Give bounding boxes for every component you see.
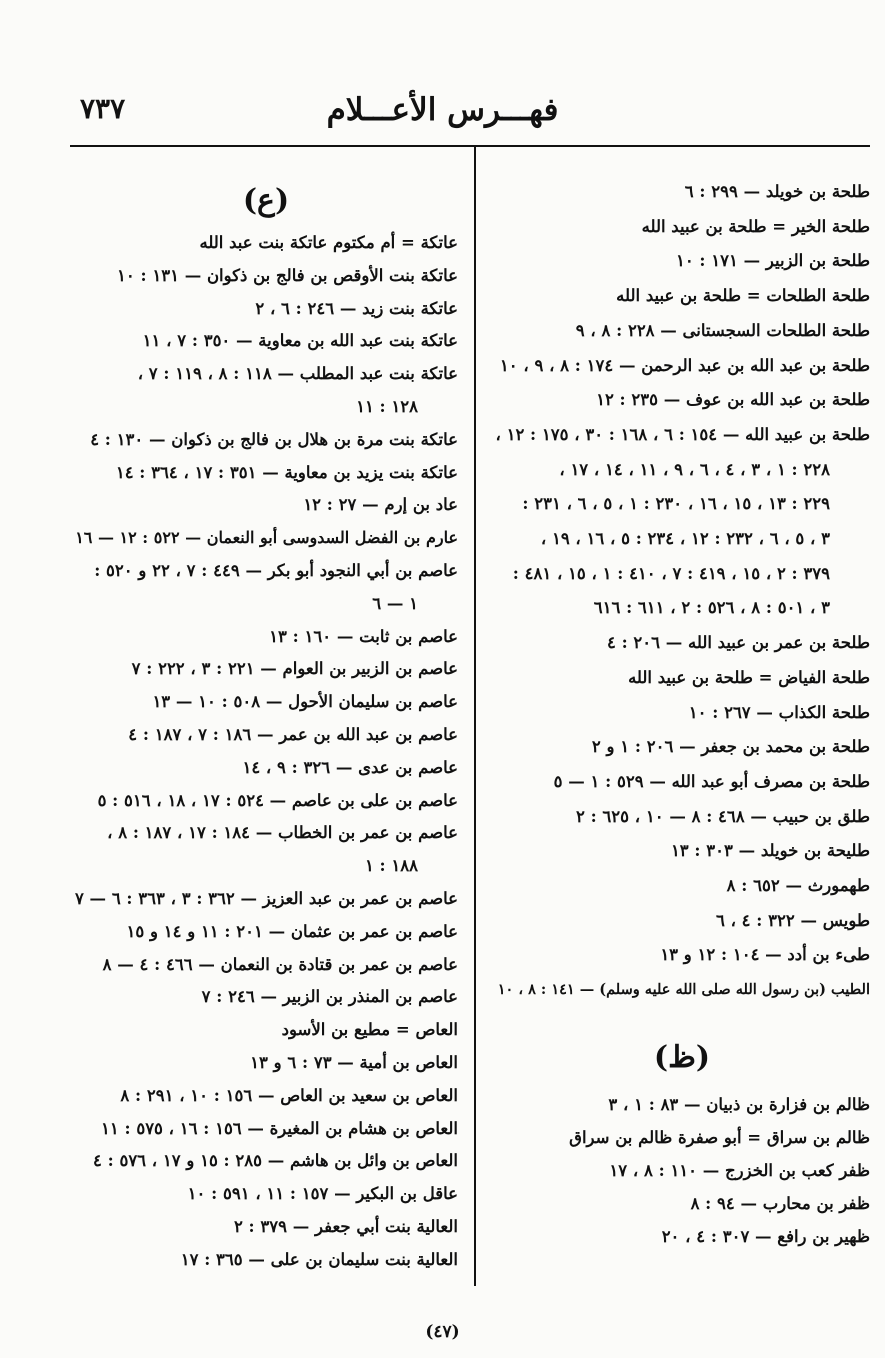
index-entry-continuation: ٣٧٩ : ٢ ، ١٥ ، ٤١٩ : ٧ ، ٤١٠ : ١ ، ١٥ ، ٤٨١ :: [512, 563, 830, 583]
index-entry: عاتكة بنت الأوقص بن فالج بن ذكوان — ١٣١ : ١٠: [117, 265, 458, 285]
index-entry: طلحة الخير = طلحة بن عبيد الله: [641, 216, 870, 236]
index-entry: عاصم بن الزبير بن العوام — ٢٢١ : ٣ ، ٢٢٢ : ٧: [131, 659, 458, 679]
ain-entries-list: [74, 227, 458, 1277]
index-entry: طلحة الطلحات السجستانى — ٢٢٨ : ٨ ، ٩: [575, 320, 870, 340]
index-entry-continuation: ١٨٨ : ١: [364, 856, 418, 876]
index-entry: عاتكة = أم مكتوم عاتكة بنت عبد الله: [199, 233, 458, 252]
index-entry: عاصم بن عبد الله بن عمر — ١٨٦ : ٧ ، ١٨٧ : ٤: [128, 724, 458, 744]
index-entry: طلحة بن محمد بن جعفر — ٢٠٦ : ١ و ٢: [591, 737, 870, 757]
index-entry: طهمورث — ٦٥٢ : ٨: [726, 876, 870, 896]
index-entry: طىء بن أدد — ١٠٤ : ١٢ و ١٣: [660, 945, 870, 965]
index-entry: عاصم بن عمر بن عبد العزيز — ٣٦٢ : ٣ ، ٣٦٣ : ٦ — ٧: [74, 888, 458, 908]
index-entry: العاص بن أمية — ٧٣ : ٦ و ١٣: [250, 1052, 458, 1072]
page-title: فهـــرس الأعـــلام: [326, 92, 559, 128]
index-entry-continuation: ١ — ٦: [372, 593, 418, 613]
index-entry: عاتكة بنت مرة بن هلال بن فالج بن ذكوان — ١٣٠ : ٤: [90, 429, 458, 449]
index-entry: عاصم بن أبي النجود أبو بكر — ٤٤٩ : ٧ ، ٢٢ و ٥٢٠ :: [94, 560, 458, 580]
index-entry: طلحة الفياض = طلحة بن عبيد الله: [628, 667, 870, 687]
index-entry: عاصم بن عدى — ٣٢٦ : ٩ ، ١٤: [242, 757, 458, 777]
page-number: ٧٣٧: [80, 92, 126, 125]
index-entry: عاتكة بنت عبد المطلب — ١١٨ : ٨ ، ١١٩ : ٧ ،: [137, 364, 458, 384]
index-entry: طلحة بن الزبير — ١٧١ : ١٠: [675, 251, 870, 271]
index-entry: ظفر بن محارب — ٩٤ : ٨: [690, 1193, 870, 1213]
index-entry: طلحة الكذاب — ٢٦٧ : ١٠: [688, 702, 870, 722]
index-entry: الطيب (بن رسول الله صلى الله عليه وسلم) — ١٤١ : ٨ ، ١٠: [497, 981, 870, 999]
index-entry: عاتكة بنت عبد الله بن معاوية — ٣٥٠ : ٧ ، ١١: [142, 331, 458, 351]
section-gap: [494, 1008, 870, 1028]
index-entry: العاص بن وائل بن هاشم — ٢٨٥ : ١٥ و ١٧ ، ٥٧٦ : ٤: [92, 1151, 458, 1171]
index-entry: عاصم بن عمر بن الخطاب — ١٨٤ : ١٧ ، ١٨٧ : ٨ ،: [107, 823, 458, 843]
footer-signature: (٤٧): [425, 1322, 460, 1342]
zah-entries-list: [494, 1088, 870, 1253]
index-entry-continuation: ٢٢٨ : ١ ، ٣ ، ٤ ، ٦ ، ٩ ، ١١ ، ١٤ ، ١٧ ،: [559, 459, 830, 479]
index-entry: عاتكة بنت يزيد بن معاوية — ٣٥١ : ١٧ ، ٣٦٤ : ١٤: [115, 462, 458, 482]
index-entry: عاصم بن عمر بن قتادة بن النعمان — ٤٦٦ : ٤ — ٨: [102, 954, 458, 974]
index-entry: طلق بن حبيب — ٤٦٨ : ٨ — ١٠ ، ٦٢٥ : ٢: [575, 806, 870, 826]
index-entry: عاد بن إرم — ٢٧ : ١٢: [303, 495, 458, 515]
index-entry: عاصم بن عمر بن عثمان — ٢٠١ : ١١ و ١٤ و ١٥: [126, 921, 458, 941]
index-entry: العالية بنت أبي جعفر — ٣٧٩ : ٢: [233, 1216, 458, 1236]
index-entry: العاص بن هشام بن المغيرة — ١٥٦ : ١٦ ، ٥٧٥ : ١١: [101, 1118, 458, 1138]
index-entry: عاصم بن ثابت — ١٦٠ : ١٣: [269, 626, 458, 646]
left-column: [74, 175, 458, 1277]
index-entry: ظالم بن فزارة بن ذبيان — ٨٣ : ١ ، ٣: [608, 1094, 870, 1114]
index-entry: ظفر كعب بن الخزرج — ١١٠ : ٨ ، ١٧: [609, 1160, 870, 1180]
index-entry: طلحة بن عمر بن عبيد الله — ٢٠٦ : ٤: [606, 633, 870, 653]
index-entry: طلحة بن خويلد — ٢٩٩ : ٦: [684, 182, 870, 201]
header-rule: [70, 145, 870, 147]
section-letter-ain: (ع): [242, 183, 290, 218]
index-entry-continuation: ٣ ، ٥ ، ٦ ، ٢٣٢ : ١٢ ، ٢٣٤ : ٥ ، ١٦ ، ١٩ ،: [540, 529, 830, 549]
index-entry-continuation: ٣ ، ٥٠١ : ٨ ، ٥٢٦ : ٢ ، ٦١١ : ٦١٦: [593, 598, 830, 618]
index-entry-continuation: ١٢٨ : ١١: [356, 396, 418, 416]
right-column: [494, 175, 870, 1253]
section-letter-zah: (ظ): [653, 1039, 711, 1075]
index-entry: عاتكة بنت زيد — ٢٤٦ : ٦ ، ٢: [255, 298, 458, 318]
index-entry-continuation: ٢٢٩ : ١٣ ، ١٥ ، ١٦ ، ٢٣٠ : ١ ، ٥ ، ٦ ، ٢٣١ :: [522, 494, 830, 514]
index-entry: عاصم بن سليمان الأحول — ٥٠٨ : ١٠ — ١٣: [152, 692, 458, 712]
index-entry: طلحة بن عبد الله بن عوف — ٢٣٥ : ١٢: [596, 390, 870, 410]
index-entry: عاصم بن المنذر بن الزبير — ٢٤٦ : ٧: [201, 987, 458, 1007]
index-entry: عارم بن الفضل السدوسى أبو النعمان — ٥٢٢ : ١٢ — ١٦: [75, 528, 458, 548]
index-entry: ظالم بن سراق = أبو صفرة ظالم بن سراق: [569, 1127, 870, 1147]
column-divider: [474, 146, 476, 1286]
right-entries-list: [494, 175, 870, 1008]
index-entry: عاقل بن البكير — ١٥٧ : ١١ ، ٥٩١ : ١٠: [187, 1184, 458, 1204]
index-entry: عاصم بن على بن عاصم — ٥٢٤ : ١٧ ، ١٨ ، ٥١٦ : ٥: [97, 790, 458, 810]
index-entry: طلحة بن مصرف أبو عبد الله — ٥٢٩ : ١ — ٥: [553, 771, 870, 791]
index-entry: العالية بنت سليمان بن على — ٣٦٥ : ١٧: [180, 1249, 458, 1269]
index-entry: العاص = مطيع بن الأسود: [281, 1020, 458, 1040]
index-entry: طلحة بن عبد الله بن عبد الرحمن — ١٧٤ : ٨ ، ٩ ، ١٠: [499, 355, 870, 375]
index-entry: ظهير بن رافع — ٣٠٧ : ٤ ، ٢٠: [661, 1226, 870, 1246]
index-entry: طويس — ٣٢٢ : ٤ ، ٦: [715, 910, 870, 930]
index-entry: العاص بن سعيد بن العاص — ١٥٦ : ١٠ ، ٢٩١ : ٨: [120, 1085, 458, 1105]
index-entry: طلحة الطلحات = طلحة بن عبيد الله: [616, 286, 870, 306]
index-entry: طليحة بن خويلد — ٣٠٣ : ١٣: [670, 841, 870, 861]
index-entry: طلحة بن عبيد الله — ١٥٤ : ٦ ، ١٦٨ : ٣٠ ، ١٧٥ : ١٢ ،: [495, 424, 870, 444]
